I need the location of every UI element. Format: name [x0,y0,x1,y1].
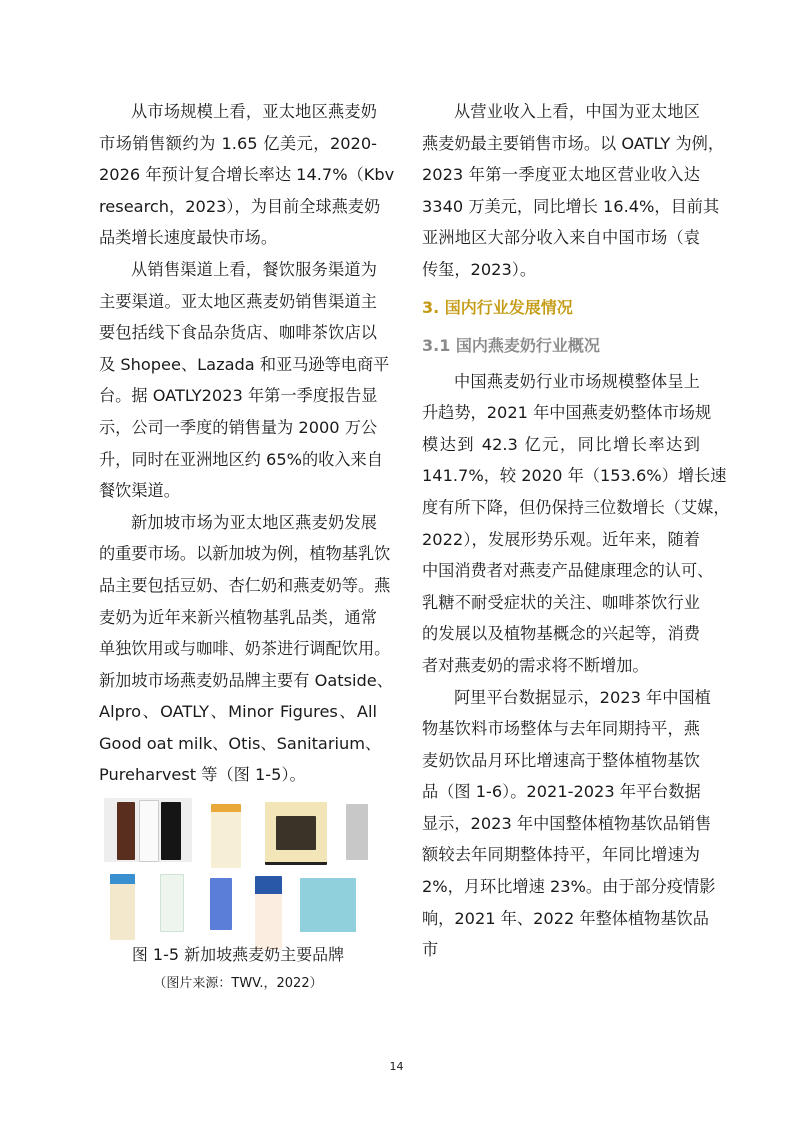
paragraph-line: 升，同时在亚洲地区约 65%的收入来自 [99,449,383,469]
paragraph-line: 市场销售额约为 1.65 亿美元，2020- [99,133,377,153]
paragraph-line: 新加坡市场为亚太地区燕麦奶发展 [131,512,377,532]
paragraph-line: 度有所下降，但仍保持三位数增长（艾媒， [422,497,730,517]
paragraph-line: 燕麦奶最主要销售市场。以 OATLY 为例， [422,133,725,153]
figure-caption: 图 1-5 新加坡燕麦奶主要品牌 [131,945,345,964]
minor-figures-cartons [276,816,316,850]
paragraph-line: 141.7%，较 2020 年（153.6%）增长速 [422,466,727,486]
all-good-image [300,878,356,932]
section-heading: 3. 国内行业发展情况 [422,297,573,317]
paragraph-line: 乳糖不耐受症状的关注、咖啡茶饮行业 [422,592,700,612]
paragraph-line: 从营业收入上看，中国为亚太地区 [454,102,700,121]
paragraph-line: 者对燕麦奶的需求将不断增加。 [422,655,649,675]
paragraph-line: 中国燕麦奶行业市场规模整体呈上 [454,371,700,391]
paragraph-line: 中国消费者对燕麦产品健康理念的认可、 [422,561,714,581]
paragraph-line: 品主要包括豆奶、杏仁奶和燕麦奶等。燕 [99,575,391,595]
paragraph-line: 3340 万美元，同比增长 16.4%，目前其 [422,196,720,216]
paragraph-line: 亚洲地区大部分收入来自中国市场（袁 [422,228,700,248]
paragraph-line: 麦奶饮品月环比增速高于整体植物基饮 [422,750,700,770]
paragraph-line: 主要渠道。亚太地区燕麦奶销售渠道主 [99,291,377,311]
paragraph-line: research，2023），为目前全球燕麦奶 [99,196,381,216]
right-column [422,96,730,966]
paragraph-line: 的重要市场。以新加坡为例，植物基乳饮 [99,544,391,564]
oatside-carton-brown [117,802,135,860]
paragraph-line: 单独饮用或与咖啡、奶茶进行调配饮用。 [99,639,391,659]
oatside-carton-white [139,800,159,862]
paragraph-line: 台。据 OATLY2023 年第一季度报告显 [99,386,378,406]
page-number: 14 [389,1060,404,1073]
paragraph-line: 物基饮料市场整体与去年同期持平，燕 [422,719,700,739]
paragraph-line: 的发展以及植物基概念的兴起等，消费 [422,624,700,644]
paragraph-line: 及 Shopee、Lazada 和亚马逊等电商平 [99,354,390,374]
paragraph-line: 要包括线下食品杂货店、咖啡茶饮店以 [99,323,377,343]
paragraph-line: 从市场规模上看，亚太地区燕麦奶 [131,102,377,121]
left-column [99,96,395,791]
paragraph-line: 2023 年第一季度亚太地区营业收入达 [422,165,700,185]
paragraph-line: 2%，月环比增速 23%。由于部分疫情影 [422,877,716,897]
paragraph-line: 市 [422,940,439,960]
paragraph-line: 2026 年预计复合增长率达 14.7%（Kbv [99,165,395,185]
oatly-image [346,804,368,860]
paragraph-line: 模达到 42.3 亿元，同比增长率达到 [422,434,700,454]
paragraph-line: 显示，2023 年中国整体植物基饮品销售 [422,813,712,833]
subsection-heading: 3.1 国内燕麦奶行业概况 [422,335,600,355]
oat-milk-image [210,878,232,930]
paragraph-line: Alpro、OATLY、Minor Figures、All [99,702,377,722]
paragraph-line: 从销售渠道上看，餐饮服务渠道为 [131,259,377,279]
paragraph-line: 品（图 1-6）。2021-2023 年平台数据 [422,782,701,802]
paragraph-line: 2022），发展形势乐观。近年来，随着 [422,529,700,549]
paragraph-line: 阿里平台数据显示，2023 年中国植 [454,687,711,707]
paragraph-line: 新加坡市场燕麦奶品牌主要有 Oatside、 [99,670,393,690]
paragraph-line: 示，公司一季度的销售量为 2000 万公 [99,417,378,437]
paragraph-line: 额较去年同期整体持平，年同比增速为 [422,845,700,865]
pureharvest-image [211,804,241,868]
paragraph-line: 品类增长速度最快市场。 [99,228,278,248]
paragraph-line: Pureharvest 等（图 1-5）。 [99,765,306,785]
paragraph-line: 餐饮渠道。 [99,481,180,501]
brand-product-images [99,794,377,934]
paragraph-line: 麦奶为近年来新兴植物基乳品类，通常 [99,607,377,627]
paragraph-line: 传玺，2023）。 [422,259,537,279]
paragraph-line: 响，2021 年、2022 年整体植物基饮品 [422,908,709,928]
paragraph-line: Good oat milk、Otis、Sanitarium、 [99,733,382,753]
alpro-image [110,874,135,940]
so-good-image [255,876,282,950]
figure-source: （图片来源：TWV.，2022） [153,976,323,991]
otis-image [160,874,184,932]
oatside-carton-black [161,802,181,860]
paragraph-line: 升趋势，2021 年中国燕麦奶整体市场规 [422,403,712,423]
